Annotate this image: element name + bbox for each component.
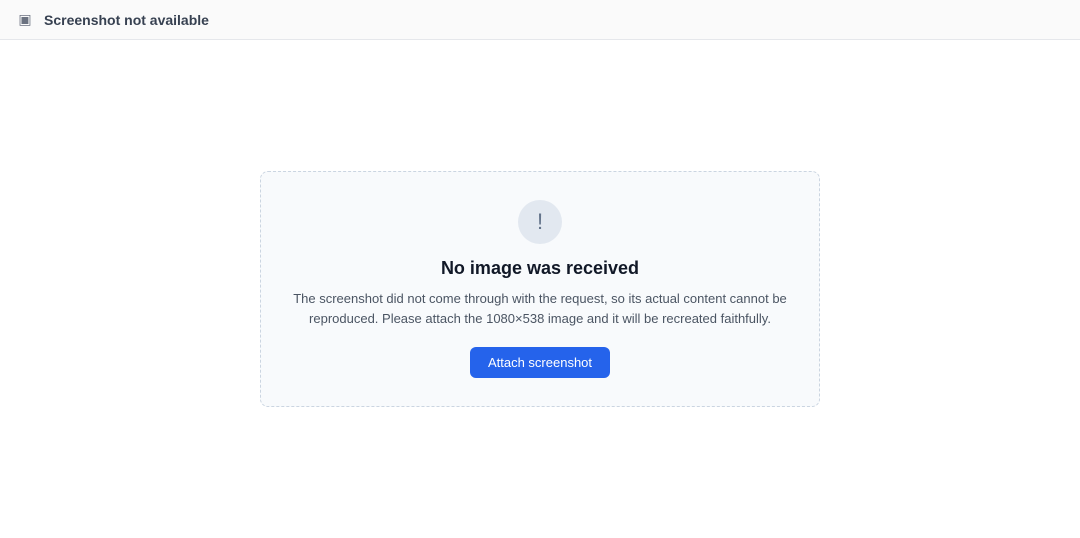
main-content <box>0 40 1080 538</box>
title-bar <box>0 0 1080 40</box>
image-icon: ▣ <box>18 11 32 27</box>
notice-heading: No image was received <box>440 257 640 278</box>
attach-screenshot-button[interactable]: Attach screenshot <box>470 347 610 378</box>
missing-image-notice <box>260 171 820 407</box>
notice-body: The screenshot did not come through with the request, so its actual content cannot be reproduced. Please attach the 1080×538 image and it will be recreated faithfully. <box>293 290 787 326</box>
window-title: Screenshot not available <box>44 11 209 28</box>
alert-icon: ! <box>518 200 562 244</box>
